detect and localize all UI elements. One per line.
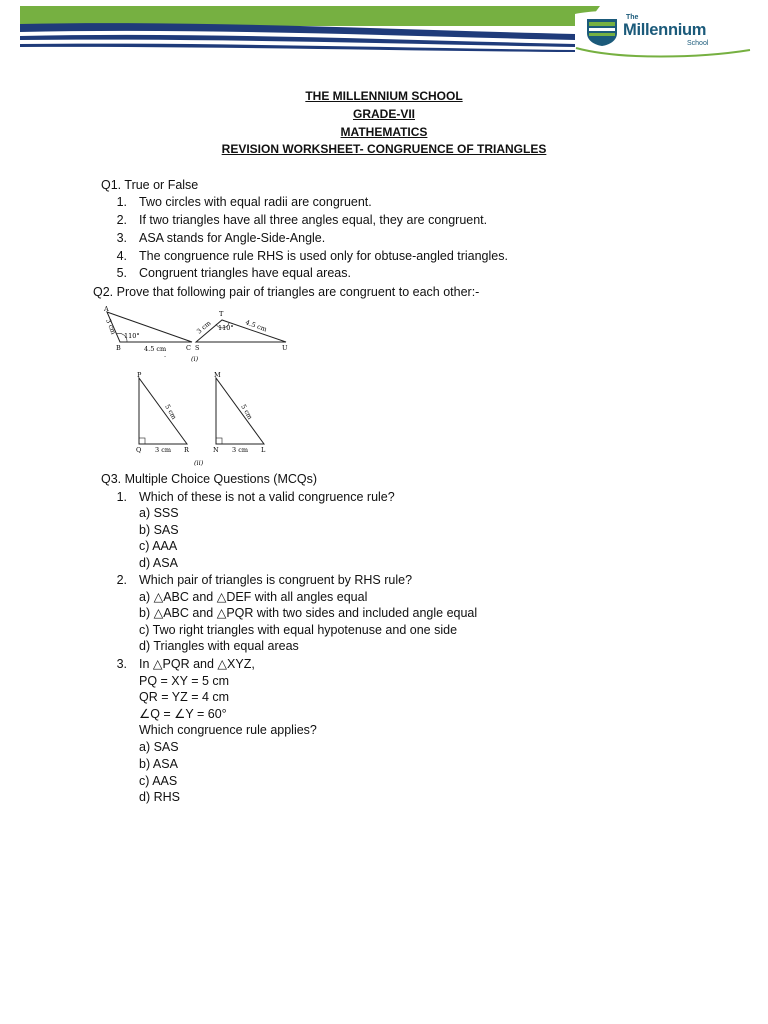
document-titles [0,88,768,159]
q3-question-number: 1. [116,490,127,504]
q3-option: a) △ABC and △DEF with all angles equal [139,590,368,604]
label-q: Q [136,446,142,454]
figure-i [100,302,300,368]
q3-given: ∠Q = ∠Y = 60° [139,707,227,721]
school-title: THE MILLENNIUM SCHOOL [305,89,463,103]
label-base-nl: 3 cm [232,446,249,454]
label-side-tu: 4.5 cm [244,318,268,334]
label-base-qr: 3 cm [155,446,172,454]
q3-option: c) AAA [139,539,178,553]
label-r: R [184,446,189,454]
label-side-ab: 3 cm [104,317,118,336]
triangle-mnl [216,378,264,444]
q3-question: In △PQR and △XYZ, [139,657,255,671]
q3-option: d) ASA [139,556,178,570]
figure-ii [130,370,280,470]
label-s: S [195,344,200,352]
q3-question-number: 3. [116,657,127,671]
q1-item-number: 3. [116,231,127,245]
q1-item: The congruence rule RHS is used only for obtuse-angled triangles. [139,249,508,263]
label-hyp-pr: 5 cm [163,403,179,421]
logo-name: Millennium [623,21,707,39]
q3-question: Which pair of triangles is congruent by RHS rule? [139,573,413,587]
q3-given: PQ = XY = 5 cm [139,674,230,688]
q3-option: a) SAS [139,740,179,754]
school-logo [583,14,743,50]
logo-the: The [626,14,639,21]
q3-given: QR = YZ = 4 cm [139,690,230,704]
q3-option: b) △ABC and △PQR with two sides and included angle equal [139,606,478,620]
worksheet-title: REVISION WORKSHEET- CONGRUENCE OF TRIANGLES [221,142,547,157]
q1-heading: Q1. True or False [101,178,199,192]
q1-item-number: 1. [116,195,127,209]
label-l: L [261,446,266,454]
label-dot: · [164,353,167,361]
q1-item-number: 4. [116,249,127,263]
q3-question-number: 2. [116,573,127,587]
label-angle-b: 110° [124,332,140,340]
label-angle-t: 110° [218,324,234,332]
label-t: T [219,310,224,318]
subject-title: MATHEMATICS [340,124,428,139]
q3-option: d) Triangles with equal areas [139,639,299,653]
q3-option: c) AAS [139,774,178,788]
triangle-abc [107,312,192,342]
figure-caption: (ii) [194,459,204,467]
q1-item: Congruent triangles have equal areas. [139,266,351,280]
figure-caption: (i) [191,355,199,363]
label-side-bc: 4.5 cm [144,345,167,353]
label-p: P [137,371,142,379]
label-m: M [214,371,221,379]
q1-item-number: 5. [116,266,127,280]
shield-icon [585,17,619,47]
label-hyp-ml: 5 cm [239,403,255,421]
q1-item: If two triangles have all three angles equal, they are congruent. [139,213,488,227]
q1-item: Two circles with equal radii are congruent. [139,195,372,209]
label-n: N [213,446,219,454]
label-b: B [116,344,121,352]
q3-option: a) SSS [139,506,179,520]
q3-heading: Q3. Multiple Choice Questions (MCQs) [101,472,318,486]
q1-item-number: 2. [116,213,127,227]
label-c: C [186,344,191,352]
q3-option: b) ASA [139,757,178,771]
q2-heading: Q2. Prove that following pair of triangles are congruent to each other:- [93,285,480,299]
q1-item: ASA stands for Angle-Side-Angle. [139,231,326,245]
triangle-pqr [139,378,187,444]
label-side-st: 3 cm [195,319,213,336]
q3-given: Which congruence rule applies? [139,723,317,737]
logo-school: School [687,40,709,47]
q3-option: b) SAS [139,523,179,537]
label-u: U [282,344,288,352]
q3-option: d) RHS [139,790,180,804]
label-a: A [104,305,109,313]
q3-option: c) Two right triangles with equal hypotenuse and one side [139,623,458,637]
grade-title: GRADE-VII [352,106,415,121]
q3-question: Which of these is not a valid congruence rule? [139,490,395,504]
